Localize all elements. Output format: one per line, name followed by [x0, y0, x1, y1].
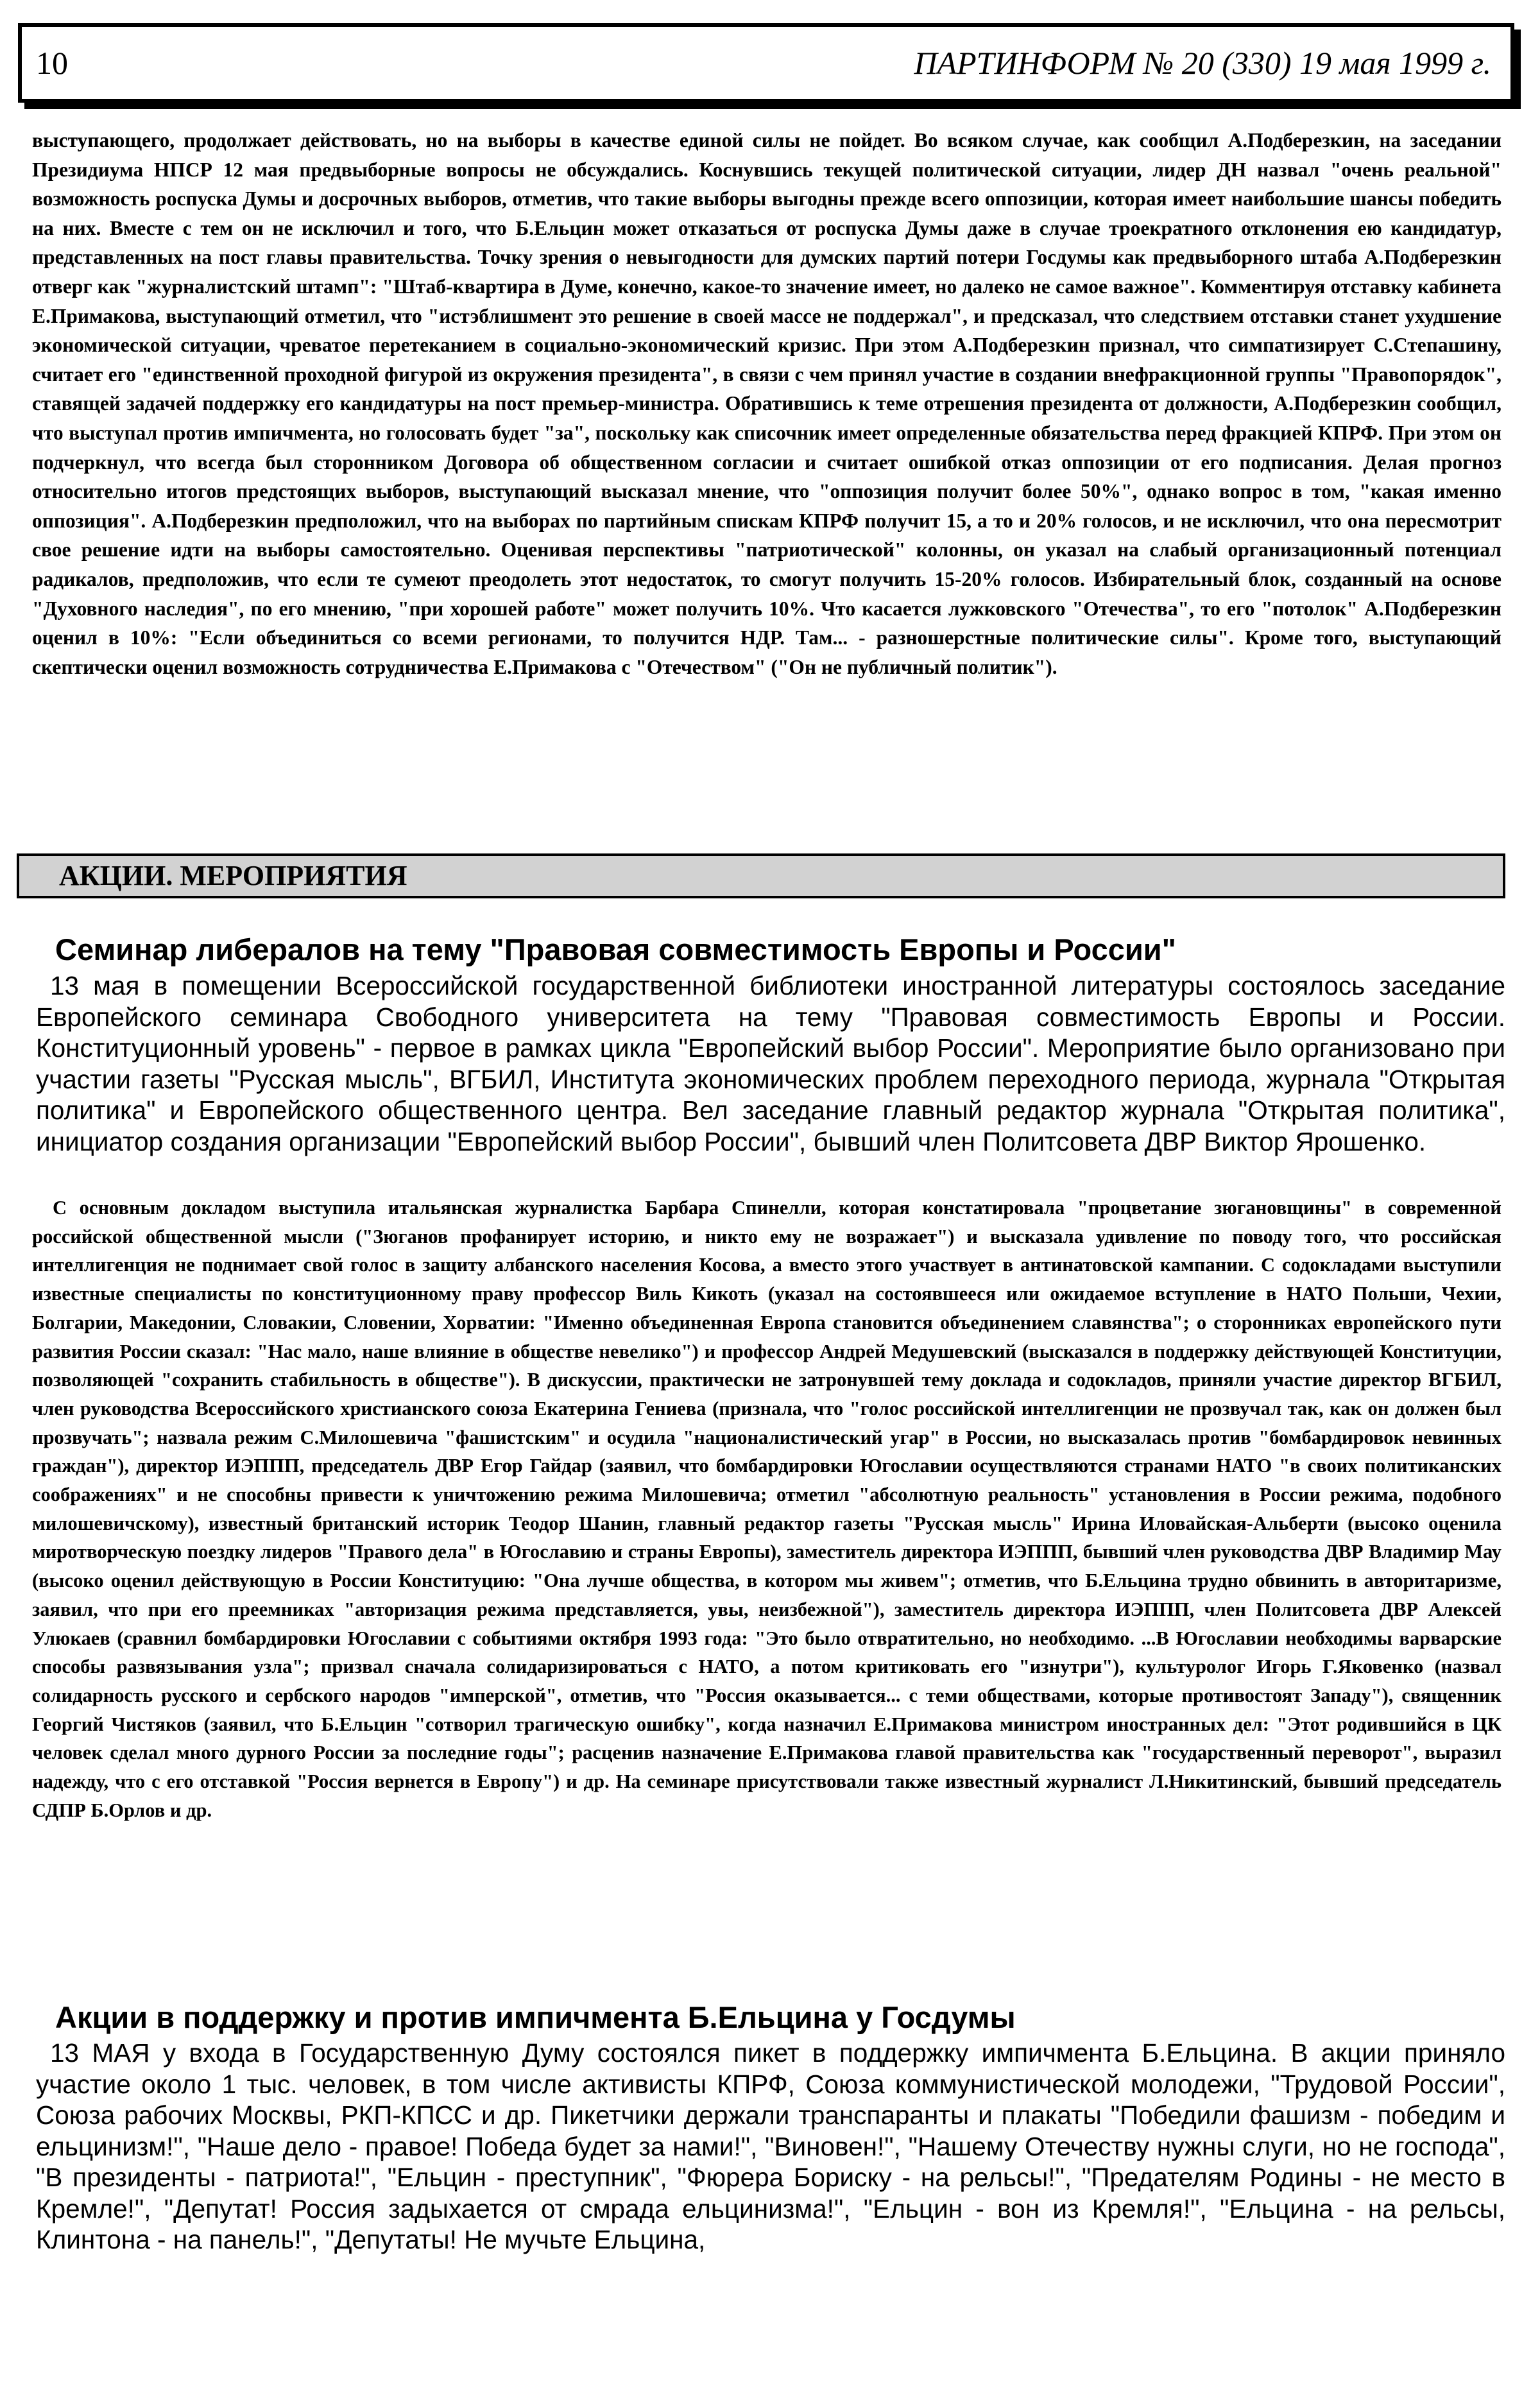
publication-title: ПАРТИНФОРМ № 20 (330) 19 мая 1999 г.: [914, 45, 1491, 81]
article-title-seminar: Семинар либералов на тему "Правовая совместимость Европы и России": [55, 932, 1176, 966]
article-title-impeachment: Акции в поддержку и против импичмента Б.Ельцина у Госдумы: [55, 2000, 1016, 2034]
section-title: АКЦИИ. МЕРОПРИЯТИЯ: [59, 860, 407, 891]
article-body-seminar: С основным докладом выступила итальянская журналистка Барбара Спинелли, которая констатировала "процветание зюгановщины" в современной российской общественной мысли ("Зюганов профанирует историю, и никто ему не возражает") и высказала удивление по поводу того, что российская интеллигенция не поднимает свой голос в защиту албанского населения Косова, а вместо этого участвует в антинатовской кампании. С содокладами выступили известные специалисты по конституционному праву профессор Виль Кикоть (указал на состоявшееся или ожидаемое вступление в НАТО Польши, Чехии, Болгарии, Македонии, Словакии, Словении, Хорватии: "Именно объединенная Европа становится объединением славянства"; о сторонниках европейского пути развития России сказал: "Нас мало, наше влияние в обществе невелико") и профессор Андрей Медушевский (высказался в поддержку действующей Конституции, позволяющей "сохранить стабильность в обществе"). В дискуссии, практически не затронувшей тему доклада и содокладов, приняли участие директор ВГБИЛ, член руководства Всероссийского христианского союза Екатерина Гениева (признала, что "голос российской интеллигенции не прозвучал так, как он должен был прозвучать"; назвала режим С.Милошевича "фашистским" и осудила "националистический угар" в России, но высказалась против "бомбардировок невинных граждан"), директор ИЭППП, председатель ДВР Егор Гайдар (заявил, что бомбардировки Югославии осуществляются странами НАТО "в своих политиканских соображениях" и не способны привести к уничтожению режима Милошевича; отметил "абсолютную реальность" установления в России режима, подобного милошевичскому), известный британский историк Теодор Шанин, главный редактор газеты "Русская мысль" Ирина Иловайская-Альберти (высоко оценила миротворческую поездку лидеров "Правого дела" в Югославию и страны Европы), заместитель директора ИЭППП, бывший член руководства ДВР Владимир Мау (высоко оценил действующую в России Конституцию: "Она лучше общества, в котором мы живем"; отметив, что Б.Ельцина трудно обвинить в авторитаризме, заявил, что при его преемниках "авторизация режима представляется, увы, неизбежной"), заместитель директора ИЭППП, член Политсовета ДВР Алексей Улюкаев (сравнил бомбардировки Югославии с событиями октября 1993 года: "Это было отвратительно, но необходимо. ...В Югославии необходимы варварские способы развязывания узла"; призвал сначала солидаризироваться с НАТО, а потом критиковать его "изнутри"), культуролог Игорь Г.Яковенко (назвал солидарность русского и сербского народов "имперской", отметив, что "Россия оказывается... с теми обществами, которые противостоят Западу"), священник Георгий Чистяков (заявил, что Б.Ельцин "сотворил трагическую ошибку", когда назначил Е.Примакова министром иностранных дел: "Этот родившийся в ЦК человек сделал много дурного России за последние годы"; расценив назначение Е.Примакова главой правительства как "государственный переворот", выразил надежду, что с его отставкой "Россия вернется в Европу") и др. На семинаре присутствовали также известный журналист Л.Никитинский, бывший председатель СДПР Б.Орлов и др.: [32, 1197, 1502, 1821]
article-lead-impeachment: 13 МАЯ у входа в Государственную Думу состоялся пикет в поддержку импичмента Б.Ельцина. В акции приняло участие около 1 тыс. человек, в том числе активисты КПРФ, Союза коммунистической молодежи, "Трудовой России", Союза рабочих Москвы, РКП-КПСС и др. Пикетчики держали транспаранты и плакаты "Победили фашизм - победим и ельцинизм!", "Наше дело - правое! Победа будет за нами!", "Виновен!", "Нашему Отечеству нужны слуги, но не господа", "В президенты - патриота!", "Ельцин - преступник", "Фюрера Бориску - на рельсы!", "Предателям Родины - не место в Кремле!", "Депутат! Россия задыхается от смрада ельцинизма!", "Ельцин - вон из Кремля!", "Ельцина - на рельсы, Клинтона - на панель!", "Депутаты! Не мучьте Ельцина,: [36, 2038, 1505, 2254]
page-number: 10: [36, 45, 68, 81]
section-heading-bar: [17, 853, 1505, 898]
page-header: [18, 23, 1514, 103]
article-lead-seminar: 13 мая в помещении Всероссийской государственной библиотеки иностранной литературы состоялось заседание Европейского семинара Свободного университета на тему "Правовая совместимость Европы и России. Конституционный уровень" - первое в рамках цикла "Европейский выбор России". Мероприятие было организовано при участии газеты "Русская мысль", ВГБИЛ, Института экономических проблем переходного периода, журнала "Открытая политика" и Европейского общественного центра. Вел заседание главный редактор журнала "Открытая политика", инициатор создания организации "Европейский выбор России", бывший член Политсовета ДВР Виктор Ярошенко.: [36, 971, 1505, 1156]
continued-article-text: выступающего, продолжает действовать, но на выборы в качестве единой силы не пойдет. Во всяком случае, как сообщил А.Подберезкин, на заседании Президиума НПСР 12 мая предвыборные вопросы не обсуждались. Коснувшись текущей политической ситуации, лидер ДН назвал "очень реальной" возможность роспуска Думы и досрочных выборов, отметив, что такие выборы выгодны прежде всего оппозиции, которая имеет наибольшие шансы победить на них. Вместе с тем он не исключил и того, что Б.Ельцин может отказаться от роспуска Думы даже в случае троекратного отклонения ею кандидатур, представленных на пост главы правительства. Точку зрения о невыгодности для думских партий потери Госдумы как предвыборного штаба А.Подберезкин отверг как "журналистский штамп": "Штаб-квартира в Думе, конечно, какое-то значение имеет, но далеко не самое важное". Комментируя отставку кабинета Е.Примакова, выступающий отметил, что "истэблишмент это решение в своей массе не поддержал", и предсказал, что следствием отставки станет ухудшение экономической ситуации, чреватое перетеканием в социально-экономический кризис. При этом А.Подберезкин признал, что симпатизирует С.Степашину, считает его "единственной проходной фигурой из окружения президента", в связи с чем принял участие в создании внефракционной группы "Правопорядок", ставящей задачей поддержку его кандидатуры на пост премьер-министра. Обратившись к теме отрешения президента от должности, А.Подберезкин сообщил, что выступал против импичмента, но голосовать будет "за", поскольку как списочник имеет определенные обязательства перед фракцией КПРФ. При этом он подчеркнул, что всегда был сторонником Договора об общественном согласии и считает ошибкой отказ оппозиции от его подписания. Делая прогноз относительно итогов предстоящих выборов, выступающий высказал мнение, что "оппозиция получит более 50%", однако вопрос в том, "какая именно оппозиция". А.Подберезкин предположил, что на выборах по партийным спискам КПРФ получит 15, а то и 20% голосов, и не исключил, что она пересмотрит свое решение идти на выборы самостоятельно. Оценивая перспективы "патриотической" колонны, он указал на слабый организационный потенциал радикалов, предположив, что если те сумеют преодолеть этот недостаток, то смогут получить 15-20% голосов. Избирательный блок, созданный на основе "Духовного наследия", по его мнению, "при хорошей работе" может получить 10%. Что касается лужковского "Отечества", то его "потолок" А.Подберезкин оценил в 10%: "Если объединиться со всеми регионами, то получится НДР. Там... - разношерстные политические силы". Кроме того, выступающий скептически оценил возможность сотрудничества Е.Примакова с "Отечеством" ("Он не публичный политик").: [32, 129, 1502, 678]
